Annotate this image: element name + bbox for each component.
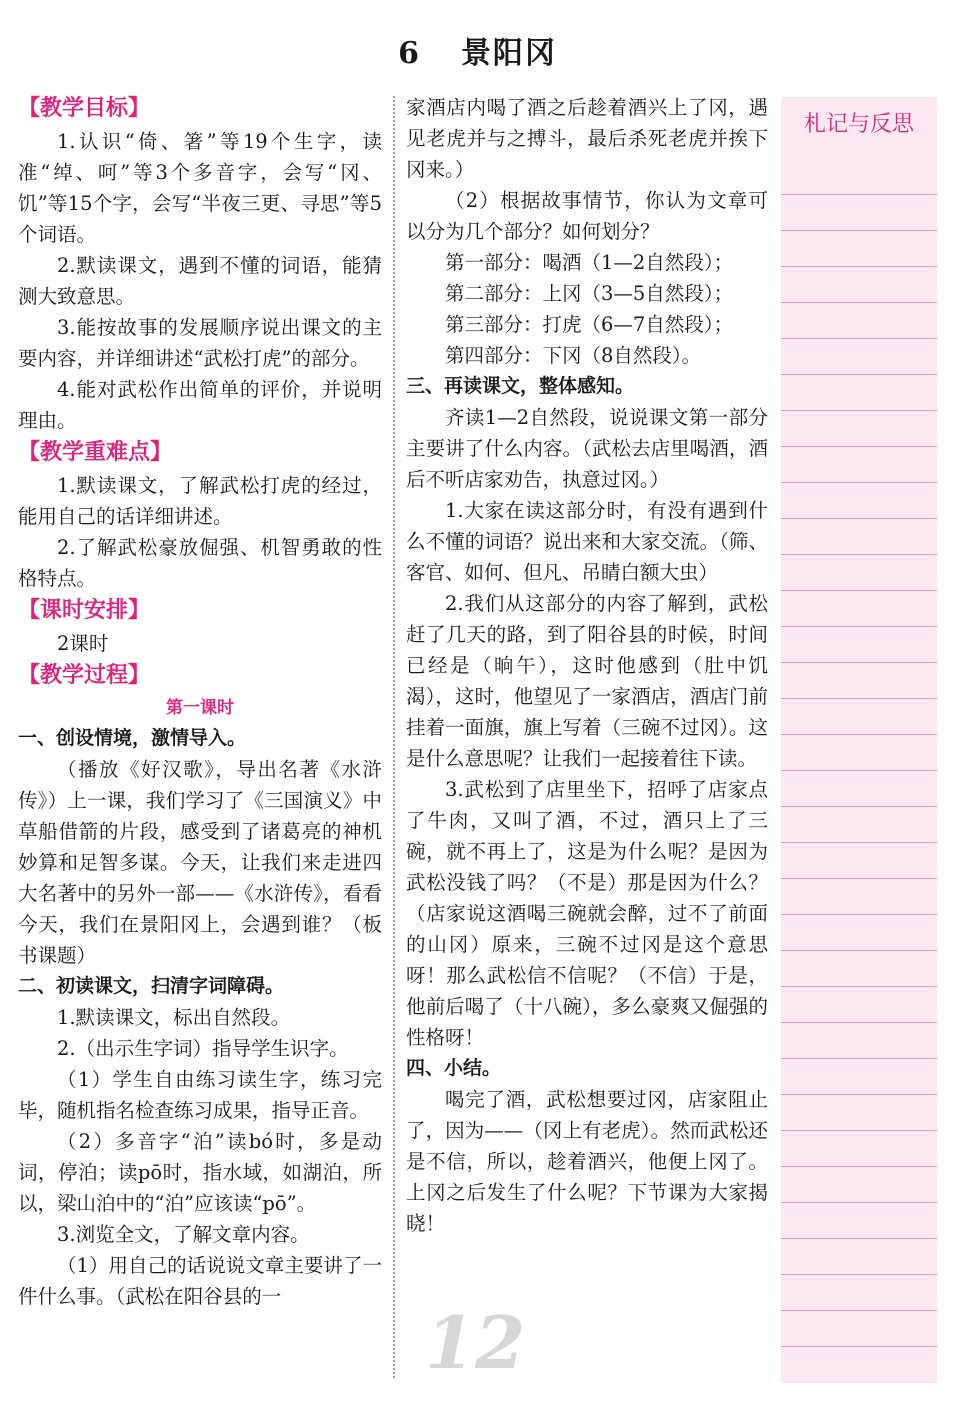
paragraph: 齐读1—2自然段，说说课文第一部分主要讲了什么内容。（武松去店里喝酒，酒后不听店家劝告，执意过冈。） <box>406 406 768 491</box>
paragraph: 1.默读课文，标出自然段。 <box>57 1006 291 1029</box>
left-column <box>18 92 382 1312</box>
part-item: 第三部分：打虎（6—7自然段）； <box>445 313 734 336</box>
paragraph: 3.浏览全文，了解文章内容。 <box>57 1223 310 1246</box>
paragraph: 2课时 <box>57 632 109 655</box>
paragraph: 2.我们从这部分的内容了解到，武松赶了几天的路，到了阳谷县的时候，时间已经是（晌午），这时他感到（肚中饥渴），这时，他望见了一家酒店，酒店门前挂着一面旗，旗上写着（三碗不过冈）。这是什么意思呢？让我们一起接着往下读。 <box>406 592 768 770</box>
section-heading-schedule: 【课时安排】 <box>18 598 151 623</box>
paragraph: 家酒店内喝了酒之后趁着酒兴上了冈，遇见老虎并与之搏斗，最后杀死老虎并挨下冈来。） <box>406 96 768 181</box>
paragraph: （2）多音字“泊”读bó时，多是动词，停泊；读pō时，指水域，如湖泊，所以，梁山泊中的“泊”应该读“pō”。 <box>18 1130 382 1215</box>
paragraph: 2.了解武松豪放倔强、机智勇敢的性格特点。 <box>18 536 382 590</box>
section-heading-process: 【教学过程】 <box>18 663 151 688</box>
section-heading-key-points: 【教学重难点】 <box>18 440 173 465</box>
paragraph: （1）学生自由练习读生字，练习完毕，随机指名检查练习成果，指导正音。 <box>18 1068 382 1122</box>
column-divider <box>393 96 395 1378</box>
lesson-subheading: 第一课时 <box>166 698 234 718</box>
paragraph: 1.认识“倚、箸”等19个生字，读准“绰、呵”等3个多音字，会写“冈、饥”等15个字，会写“半夜三更、寻思”等5个词语。 <box>18 130 382 246</box>
step-heading: 四、小结。 <box>406 1057 502 1079</box>
paragraph: 2.（出示生字词）指导学生识字。 <box>57 1037 349 1060</box>
part-item: 第一部分：喝酒（1—2自然段）； <box>445 251 734 274</box>
page-number: 12 <box>425 1300 526 1385</box>
paragraph: 2.默读课文，遇到不懂的词语，能猜测大致意思。 <box>18 254 382 308</box>
notes-title: 札记与反思 <box>803 112 914 137</box>
notes-ruled-lines <box>781 159 937 1379</box>
step-heading: 一、创设情境，激情导入。 <box>18 727 247 749</box>
right-column <box>406 92 768 1239</box>
paragraph: （播放《好汉歌》，导出名著《水浒传》）上一课，我们学习了《三国演义》中草船借箭的片段，感受到了诸葛亮的神机妙算和足智多谋。今天，让我们来走进四大名著中的另外一部——《水浒传》，看看今天，我们在景阳冈上，会遇到谁？（板书课题） <box>18 758 382 967</box>
part-item: 第二部分：上冈（3—5自然段）； <box>445 282 734 305</box>
part-item: 第四部分：下冈（8自然段）。 <box>445 344 702 367</box>
paragraph: 4.能对武松作出简单的评价，并说明理由。 <box>18 378 382 432</box>
step-heading: 二、初读课文，扫清字词障碍。 <box>18 975 285 997</box>
section-heading-goals: 【教学目标】 <box>18 96 151 121</box>
paragraph: 3.武松到了店里坐下，招呼了店家点了牛肉，又叫了酒，不过，酒只上了三碗，就不再上了，这是为什么呢？是因为武松没钱了吗？（不是）那是因为什么？（店家说这酒喝三碗就会醉，过不了前面的山冈）原来，三碗不过冈是这个意思呀！那么武松信不信呢？（不信）于是，他前后喝了（十八碗），多么豪爽又倔强的性格呀！ <box>406 778 768 1049</box>
paragraph: 1.大家在读这部分时，有没有遇到什么不懂的词语？说出来和大家交流。（筛、客官、如何、但凡、吊睛白额大虫） <box>406 499 768 584</box>
lesson-number: 6 <box>398 36 421 71</box>
paragraph: （1）用自己的话说说文章主要讲了一件什么事。（武松在阳谷县的一 <box>18 1254 382 1308</box>
notes-panel <box>781 97 937 1383</box>
page-title <box>0 28 955 72</box>
step-heading: 三、再读课文，整体感知。 <box>406 375 635 397</box>
lesson-title: 景阳冈 <box>460 36 557 71</box>
paragraph: 3.能按故事的发展顺序说出课文的主要内容，并详细讲述“武松打虎”的部分。 <box>18 316 382 370</box>
paragraph: 1.默读课文，了解武松打虎的经过，能用自己的话详细讲述。 <box>18 474 382 528</box>
paragraph: （2）根据故事情节，你认为文章可以分为几个部分？如何划分？ <box>406 189 768 243</box>
paragraph: 喝完了酒，武松想要过冈，店家阻止了，因为——（冈上有老虎）。然而武松还是不信，所以，趁着酒兴，他便上冈了。上冈之后发生了什么呢？下节课为大家揭晓！ <box>406 1088 768 1235</box>
